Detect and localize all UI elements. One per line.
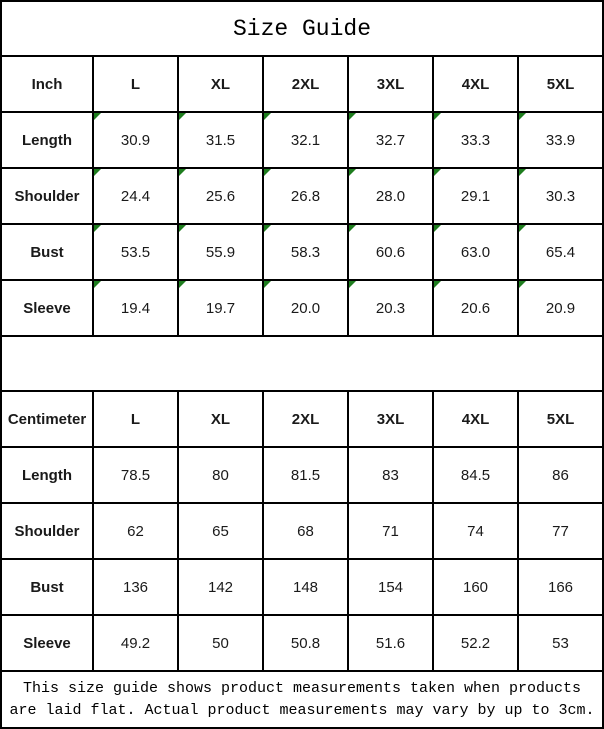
measurement-value: 77 — [552, 522, 569, 540]
measurement-cell — [92, 448, 177, 502]
measure-row-label: Length — [22, 131, 72, 149]
measurement-value: 55.9 — [205, 243, 236, 261]
flag-triangle-icon — [264, 169, 271, 176]
flag-triangle-icon — [434, 113, 441, 120]
measurement-value: 31.5 — [205, 131, 236, 149]
measurement-value: 50 — [212, 634, 229, 652]
measurement-value: 30.3 — [545, 187, 576, 205]
measurement-value: 52.2 — [460, 634, 491, 652]
size-col-header: 5XL — [517, 57, 602, 111]
measurement-value: 142 — [207, 578, 234, 596]
measurement-cell — [432, 448, 517, 502]
flag-triangle-icon — [519, 113, 526, 120]
size-col-header: XL — [177, 57, 262, 111]
measurement-cell — [517, 560, 602, 614]
measurement-value: 154 — [377, 578, 404, 596]
flag-triangle-icon — [434, 281, 441, 288]
flag-triangle-icon — [434, 169, 441, 176]
measurement-cell — [517, 281, 602, 335]
measurement-value: 29.1 — [460, 187, 491, 205]
measurement-cell — [432, 504, 517, 558]
measurement-cell — [347, 281, 432, 335]
measurement-cell — [177, 113, 262, 167]
measurement-value: 71 — [382, 522, 399, 540]
flag-triangle-icon — [94, 281, 101, 288]
measurement-value: 51.6 — [375, 634, 406, 652]
measurement-cell — [262, 616, 347, 670]
measure-row-label: Length — [22, 466, 72, 484]
spacer-row — [2, 335, 602, 390]
measure-row-label: Bust — [30, 243, 64, 261]
measurement-value: 58.3 — [290, 243, 321, 261]
size-col-header: 2XL — [262, 57, 347, 111]
disclaimer-line-2: are laid flat. Actual product measurements may vary by up to 3cm. — [9, 701, 595, 719]
flag-triangle-icon — [264, 281, 271, 288]
measurement-cell — [177, 281, 262, 335]
measurement-cell — [517, 113, 602, 167]
measurement-cell — [262, 169, 347, 223]
centimeter-size-table — [2, 390, 602, 670]
measurement-value: 20.3 — [375, 299, 406, 317]
measurement-cell — [92, 504, 177, 558]
unit-header-cell: Inch — [31, 75, 63, 93]
flag-triangle-icon — [94, 169, 101, 176]
measurement-cell — [432, 560, 517, 614]
measure-row-label: Shoulder — [14, 522, 80, 540]
measurement-value: 80 — [212, 466, 229, 484]
flag-triangle-icon — [94, 113, 101, 120]
measurement-value: 53 — [552, 634, 569, 652]
measurement-cell — [177, 448, 262, 502]
flag-triangle-icon — [434, 225, 441, 232]
measurement-cell — [92, 560, 177, 614]
measurement-value: 26.8 — [290, 187, 321, 205]
measurement-value: 136 — [122, 578, 149, 596]
size-table-row — [2, 502, 602, 558]
measurement-value: 81.5 — [290, 466, 321, 484]
measurement-value: 25.6 — [205, 187, 236, 205]
size-table-row — [2, 558, 602, 614]
size-table-row — [2, 614, 602, 670]
measurement-cell — [347, 448, 432, 502]
measurement-cell — [177, 169, 262, 223]
measurement-cell — [262, 448, 347, 502]
size-table-row — [2, 167, 602, 223]
size-guide-disclaimer — [2, 670, 602, 727]
flag-triangle-icon — [349, 225, 356, 232]
size-col-header: 5XL — [517, 392, 602, 446]
measurement-cell — [92, 225, 177, 279]
flag-triangle-icon — [349, 113, 356, 120]
measurement-value: 24.4 — [120, 187, 151, 205]
measurement-value: 33.3 — [460, 131, 491, 149]
measurement-cell — [262, 560, 347, 614]
measure-row-label: Sleeve — [23, 299, 71, 317]
flag-triangle-icon — [519, 169, 526, 176]
measurement-value: 32.7 — [375, 131, 406, 149]
measurement-value: 53.5 — [120, 243, 151, 261]
measurement-value: 160 — [462, 578, 489, 596]
size-table-row — [2, 279, 602, 335]
size-table-row — [2, 111, 602, 167]
measurement-cell — [177, 504, 262, 558]
measurement-cell — [347, 113, 432, 167]
measurement-value: 20.6 — [460, 299, 491, 317]
measurement-cell — [92, 281, 177, 335]
measurement-cell — [432, 225, 517, 279]
measure-row-label: Sleeve — [23, 634, 71, 652]
measurement-value: 78.5 — [120, 466, 151, 484]
flag-triangle-icon — [519, 225, 526, 232]
disclaimer-line-1: This size guide shows product measurements taken when products — [22, 679, 582, 697]
measurement-value: 148 — [292, 578, 319, 596]
measurement-value: 49.2 — [120, 634, 151, 652]
measurement-value: 50.8 — [290, 634, 321, 652]
size-table-row — [2, 446, 602, 502]
measurement-value: 166 — [547, 578, 574, 596]
measurement-cell — [347, 504, 432, 558]
measurement-value: 65.4 — [545, 243, 576, 261]
measurement-cell — [517, 225, 602, 279]
measurement-value: 60.6 — [375, 243, 406, 261]
measurement-value: 83 — [382, 466, 399, 484]
size-col-header: L — [92, 392, 177, 446]
measurement-value: 32.1 — [290, 131, 321, 149]
size-table-row — [2, 223, 602, 279]
measurement-cell — [262, 504, 347, 558]
measurement-value: 19.4 — [120, 299, 151, 317]
measurement-cell — [517, 504, 602, 558]
measurement-cell — [92, 169, 177, 223]
size-table-header-row — [2, 390, 602, 446]
flag-triangle-icon — [264, 225, 271, 232]
measurement-cell — [347, 616, 432, 670]
size-col-header: XL — [177, 392, 262, 446]
measurement-value: 28.0 — [375, 187, 406, 205]
measurement-value: 68 — [297, 522, 314, 540]
measurement-value: 62 — [127, 522, 144, 540]
measurement-cell — [347, 225, 432, 279]
measurement-cell — [177, 225, 262, 279]
size-col-header: L — [92, 57, 177, 111]
flag-triangle-icon — [349, 281, 356, 288]
measurement-cell — [517, 448, 602, 502]
measurement-value: 84.5 — [460, 466, 491, 484]
flag-triangle-icon — [179, 225, 186, 232]
measurement-cell — [262, 281, 347, 335]
flag-triangle-icon — [94, 225, 101, 232]
page-title: Size Guide — [232, 15, 372, 42]
measurement-cell — [262, 113, 347, 167]
measurement-value: 20.0 — [290, 299, 321, 317]
size-col-header: 3XL — [347, 392, 432, 446]
measure-row-label: Bust — [30, 578, 64, 596]
measurement-cell — [517, 169, 602, 223]
measurement-cell — [432, 281, 517, 335]
measurement-value: 63.0 — [460, 243, 491, 261]
measurement-cell — [92, 616, 177, 670]
measurement-cell — [262, 225, 347, 279]
unit-header-cell: Centimeter — [7, 410, 87, 428]
flag-triangle-icon — [179, 281, 186, 288]
measurement-cell — [432, 616, 517, 670]
measurement-value: 86 — [552, 466, 569, 484]
size-col-header: 4XL — [432, 57, 517, 111]
measurement-cell — [177, 560, 262, 614]
measurement-cell — [347, 169, 432, 223]
measurement-value: 74 — [467, 522, 484, 540]
measurement-cell — [432, 113, 517, 167]
size-col-header: 2XL — [262, 392, 347, 446]
measurement-value: 33.9 — [545, 131, 576, 149]
measurement-value: 20.9 — [545, 299, 576, 317]
flag-triangle-icon — [519, 281, 526, 288]
measurement-cell — [177, 616, 262, 670]
measurement-cell — [347, 560, 432, 614]
flag-triangle-icon — [349, 169, 356, 176]
measurement-value: 65 — [212, 522, 229, 540]
flag-triangle-icon — [179, 169, 186, 176]
measurement-cell — [92, 113, 177, 167]
flag-triangle-icon — [264, 113, 271, 120]
size-table-header-row — [2, 55, 602, 111]
size-col-header: 4XL — [432, 392, 517, 446]
measurement-cell — [517, 616, 602, 670]
inch-size-table — [2, 55, 602, 335]
measurement-value: 19.7 — [205, 299, 236, 317]
size-col-header: 3XL — [347, 57, 432, 111]
flag-triangle-icon — [179, 113, 186, 120]
measurement-cell — [432, 169, 517, 223]
measure-row-label: Shoulder — [14, 187, 80, 205]
measurement-value: 30.9 — [120, 131, 151, 149]
